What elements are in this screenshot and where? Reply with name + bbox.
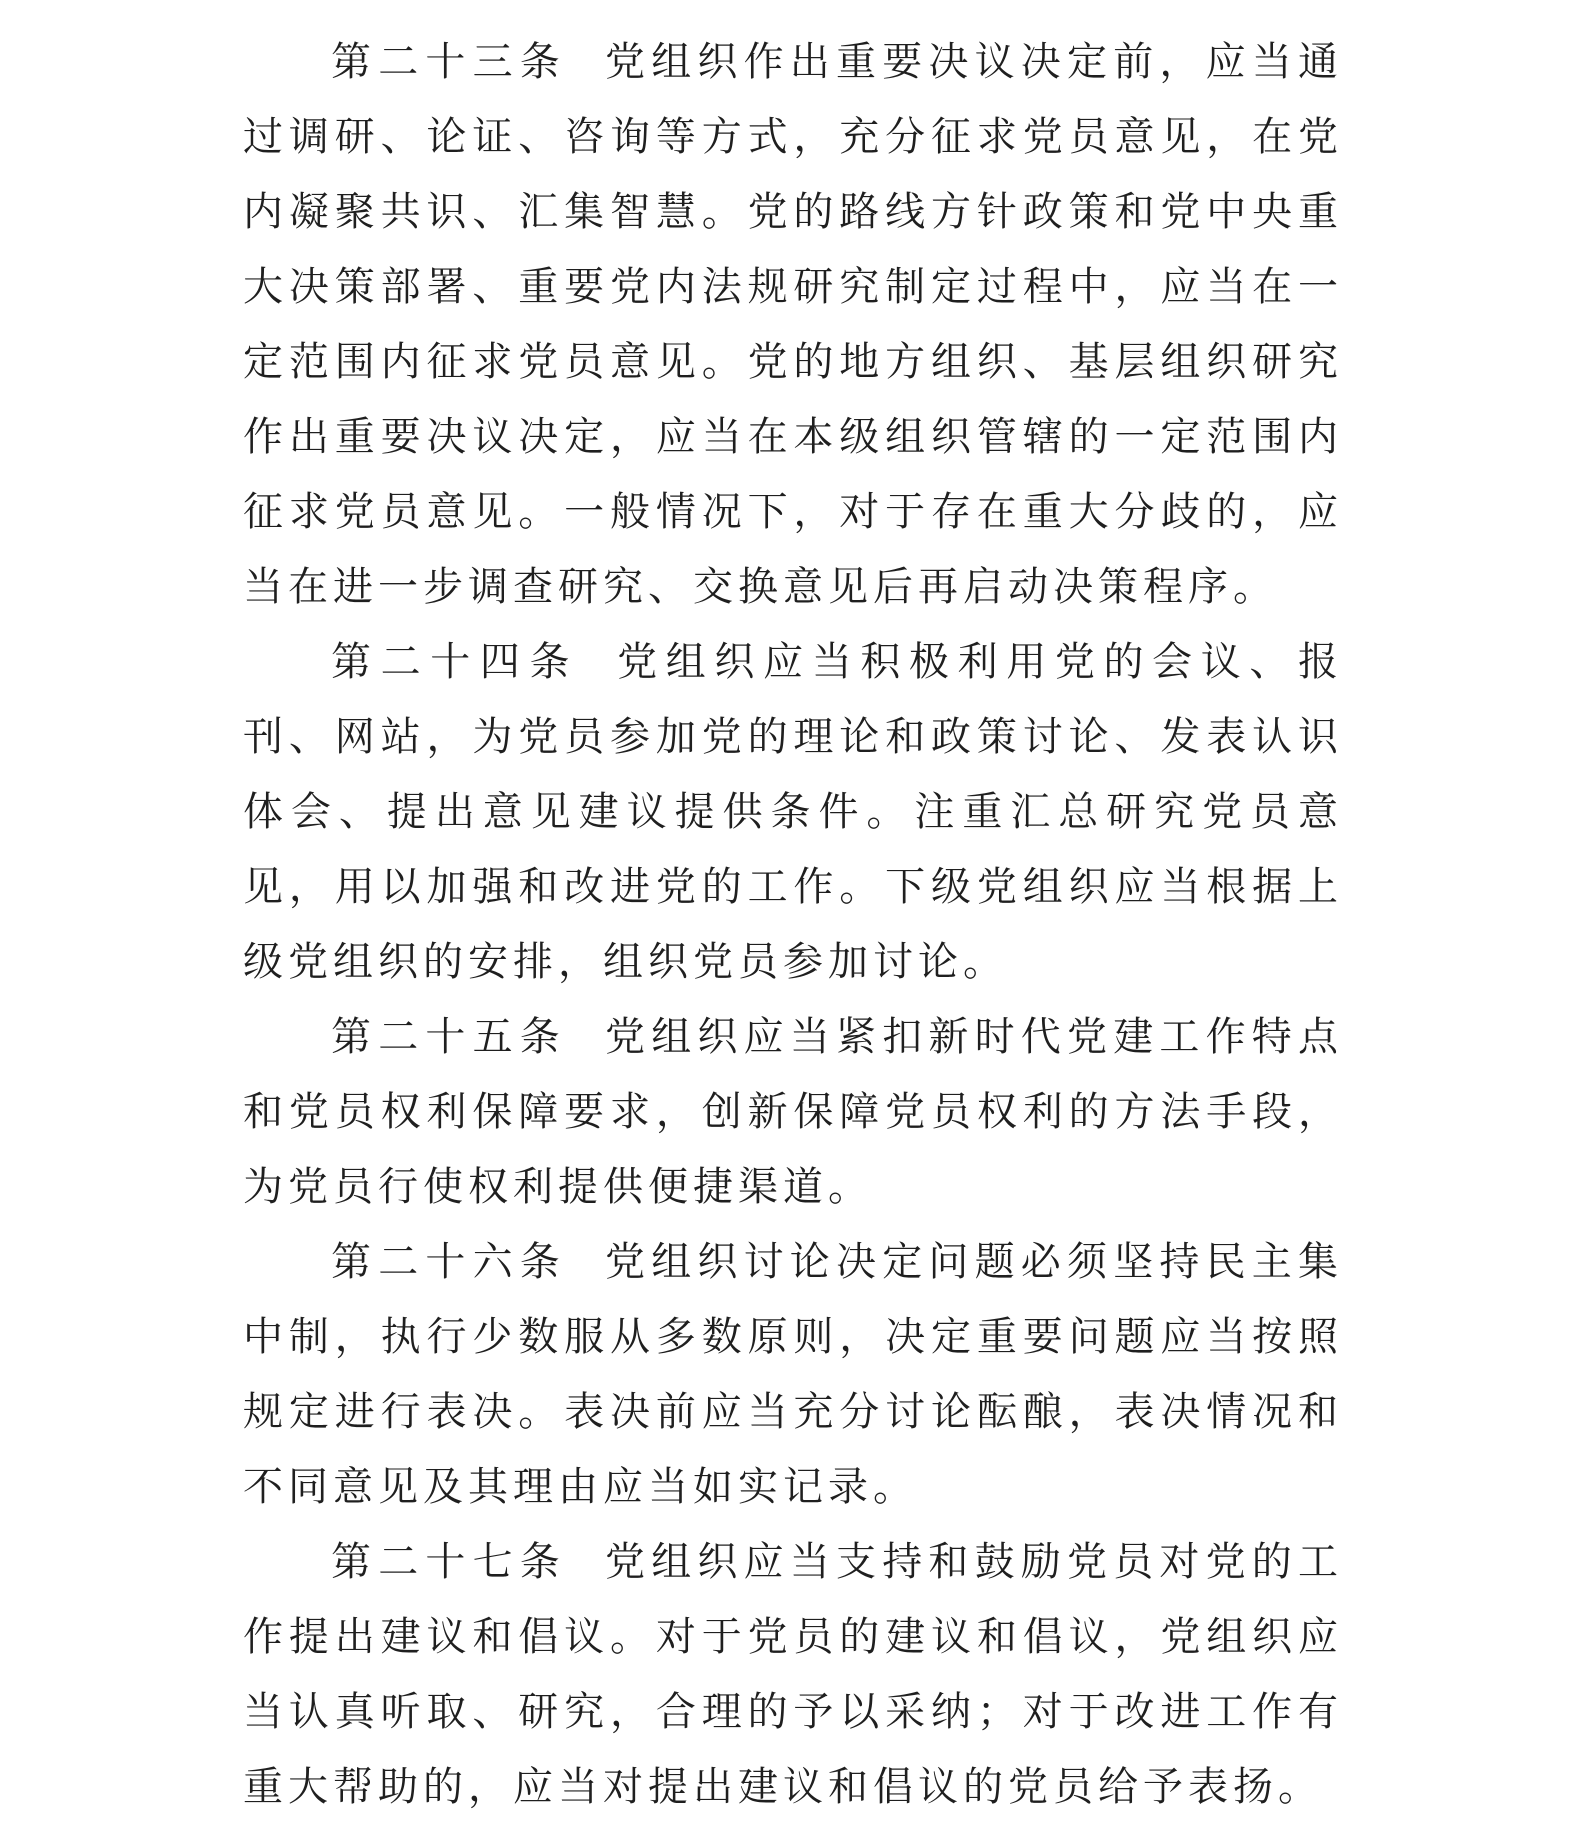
article-heading: 第二十四条 xyxy=(331,639,580,685)
article-27 xyxy=(243,1525,1343,1825)
article-24 xyxy=(243,625,1343,1000)
article-body: 党组织应当支持和鼓励党员对党的工作提出建议和倡议。对于党员的建议和倡议，党组织应当认真听取、研究，合理的予以采纳；对于改进工作有重大帮助的，应当对提出建议和倡议的党员给予表扬。 xyxy=(243,1539,1343,1810)
article-body: 党组织应当紧扣新时代党建工作特点和党员权利保障要求，创新保障党员权利的方法手段，为党员行使权利提供便捷渠道。 xyxy=(243,1014,1343,1210)
article-26 xyxy=(243,1225,1343,1525)
article-heading: 第二十三条 xyxy=(331,39,567,85)
article-heading: 第二十五条 xyxy=(331,1014,567,1060)
article-25 xyxy=(243,1000,1343,1225)
article-body: 党组织应当积极利用党的会议、报刊、网站，为党员参加党的理论和政策讨论、发表认识体会、提出意见建议提供条件。注重汇总研究党员意见，用以加强和改进党的工作。下级党组织应当根据上级党组织的安排，组织党员参加讨论。 xyxy=(243,639,1344,985)
article-body: 党组织作出重要决议决定前，应当通过调研、论证、咨询等方式，充分征求党员意见，在党内凝聚共识、汇集智慧。党的路线方针政策和党中央重大决策部署、重要党内法规研究制定过程中，应当在一定范围内征求党员意见。党的地方组织、基层组织研究作出重要决议决定，应当在本级组织管辖的一定范围内征求党员意见。一般情况下，对于存在重大分歧的，应当在进一步调查研究、交换意见后再启动决策程序。 xyxy=(243,39,1343,610)
article-heading: 第二十六条 xyxy=(331,1239,567,1285)
article-body: 党组织讨论决定问题必须坚持民主集中制，执行少数服从多数原则，决定重要问题应当按照规定进行表决。表决前应当充分讨论酝酿，表决情况和不同意见及其理由应当如实记录。 xyxy=(243,1239,1343,1510)
article-heading: 第二十七条 xyxy=(331,1539,567,1585)
article-23 xyxy=(243,25,1343,625)
